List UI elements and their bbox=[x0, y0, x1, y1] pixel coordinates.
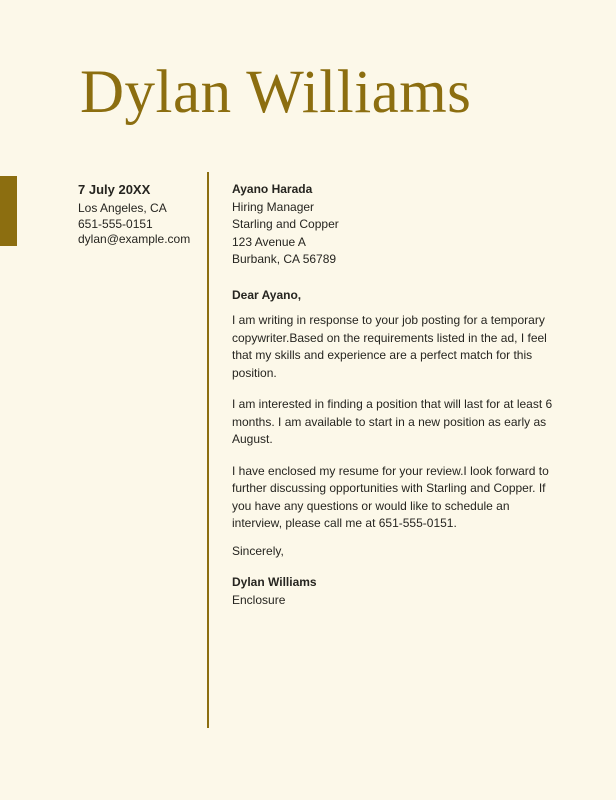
salutation: Dear Ayano, bbox=[232, 287, 302, 302]
enclosure-note: Enclosure bbox=[232, 592, 286, 607]
recipient-name: Ayano Harada bbox=[232, 182, 313, 196]
vertical-divider-rule bbox=[207, 172, 209, 728]
letter-paragraph: I am interested in finding a position that will last for at least 6 months. I am available to start in a new position as early as August. bbox=[232, 397, 553, 446]
page-title: Dylan Williams bbox=[80, 59, 472, 126]
recipient-company: Starling and Copper bbox=[232, 217, 339, 231]
recipient-street-address: 123 Avenue A bbox=[232, 234, 306, 249]
signature-name: Dylan Williams bbox=[232, 575, 317, 589]
letter-paragraph: I am writing in response to your job posting for a temporary copywriter.Based on the requirements listed in the ad, I feel that my skills and experience are a perfect match for this position. bbox=[232, 313, 547, 380]
sender-email: dylan@example.com bbox=[78, 232, 191, 246]
sender-location: Los Angeles, CA bbox=[78, 201, 167, 215]
letter-date: 7 July 20XX bbox=[78, 182, 151, 197]
letter-paragraph: I have enclosed my resume for your review.I look forward to further discussing opportunities with Starling and Copper. If you have any questions or would like to schedule an interview, please call me at 651-555-0151. bbox=[232, 463, 549, 530]
sender-phone: 651-555-0151 bbox=[78, 216, 153, 231]
recipient-block bbox=[232, 181, 558, 269]
letter-body bbox=[232, 181, 558, 609]
recipient-job-title: Hiring Manager bbox=[232, 199, 315, 214]
recipient-city-state-zip: Burbank, CA 56789 bbox=[232, 252, 337, 266]
sender-info-block bbox=[78, 181, 203, 248]
closing-phrase: Sincerely, bbox=[232, 543, 284, 558]
gold-accent-bar bbox=[0, 176, 17, 246]
